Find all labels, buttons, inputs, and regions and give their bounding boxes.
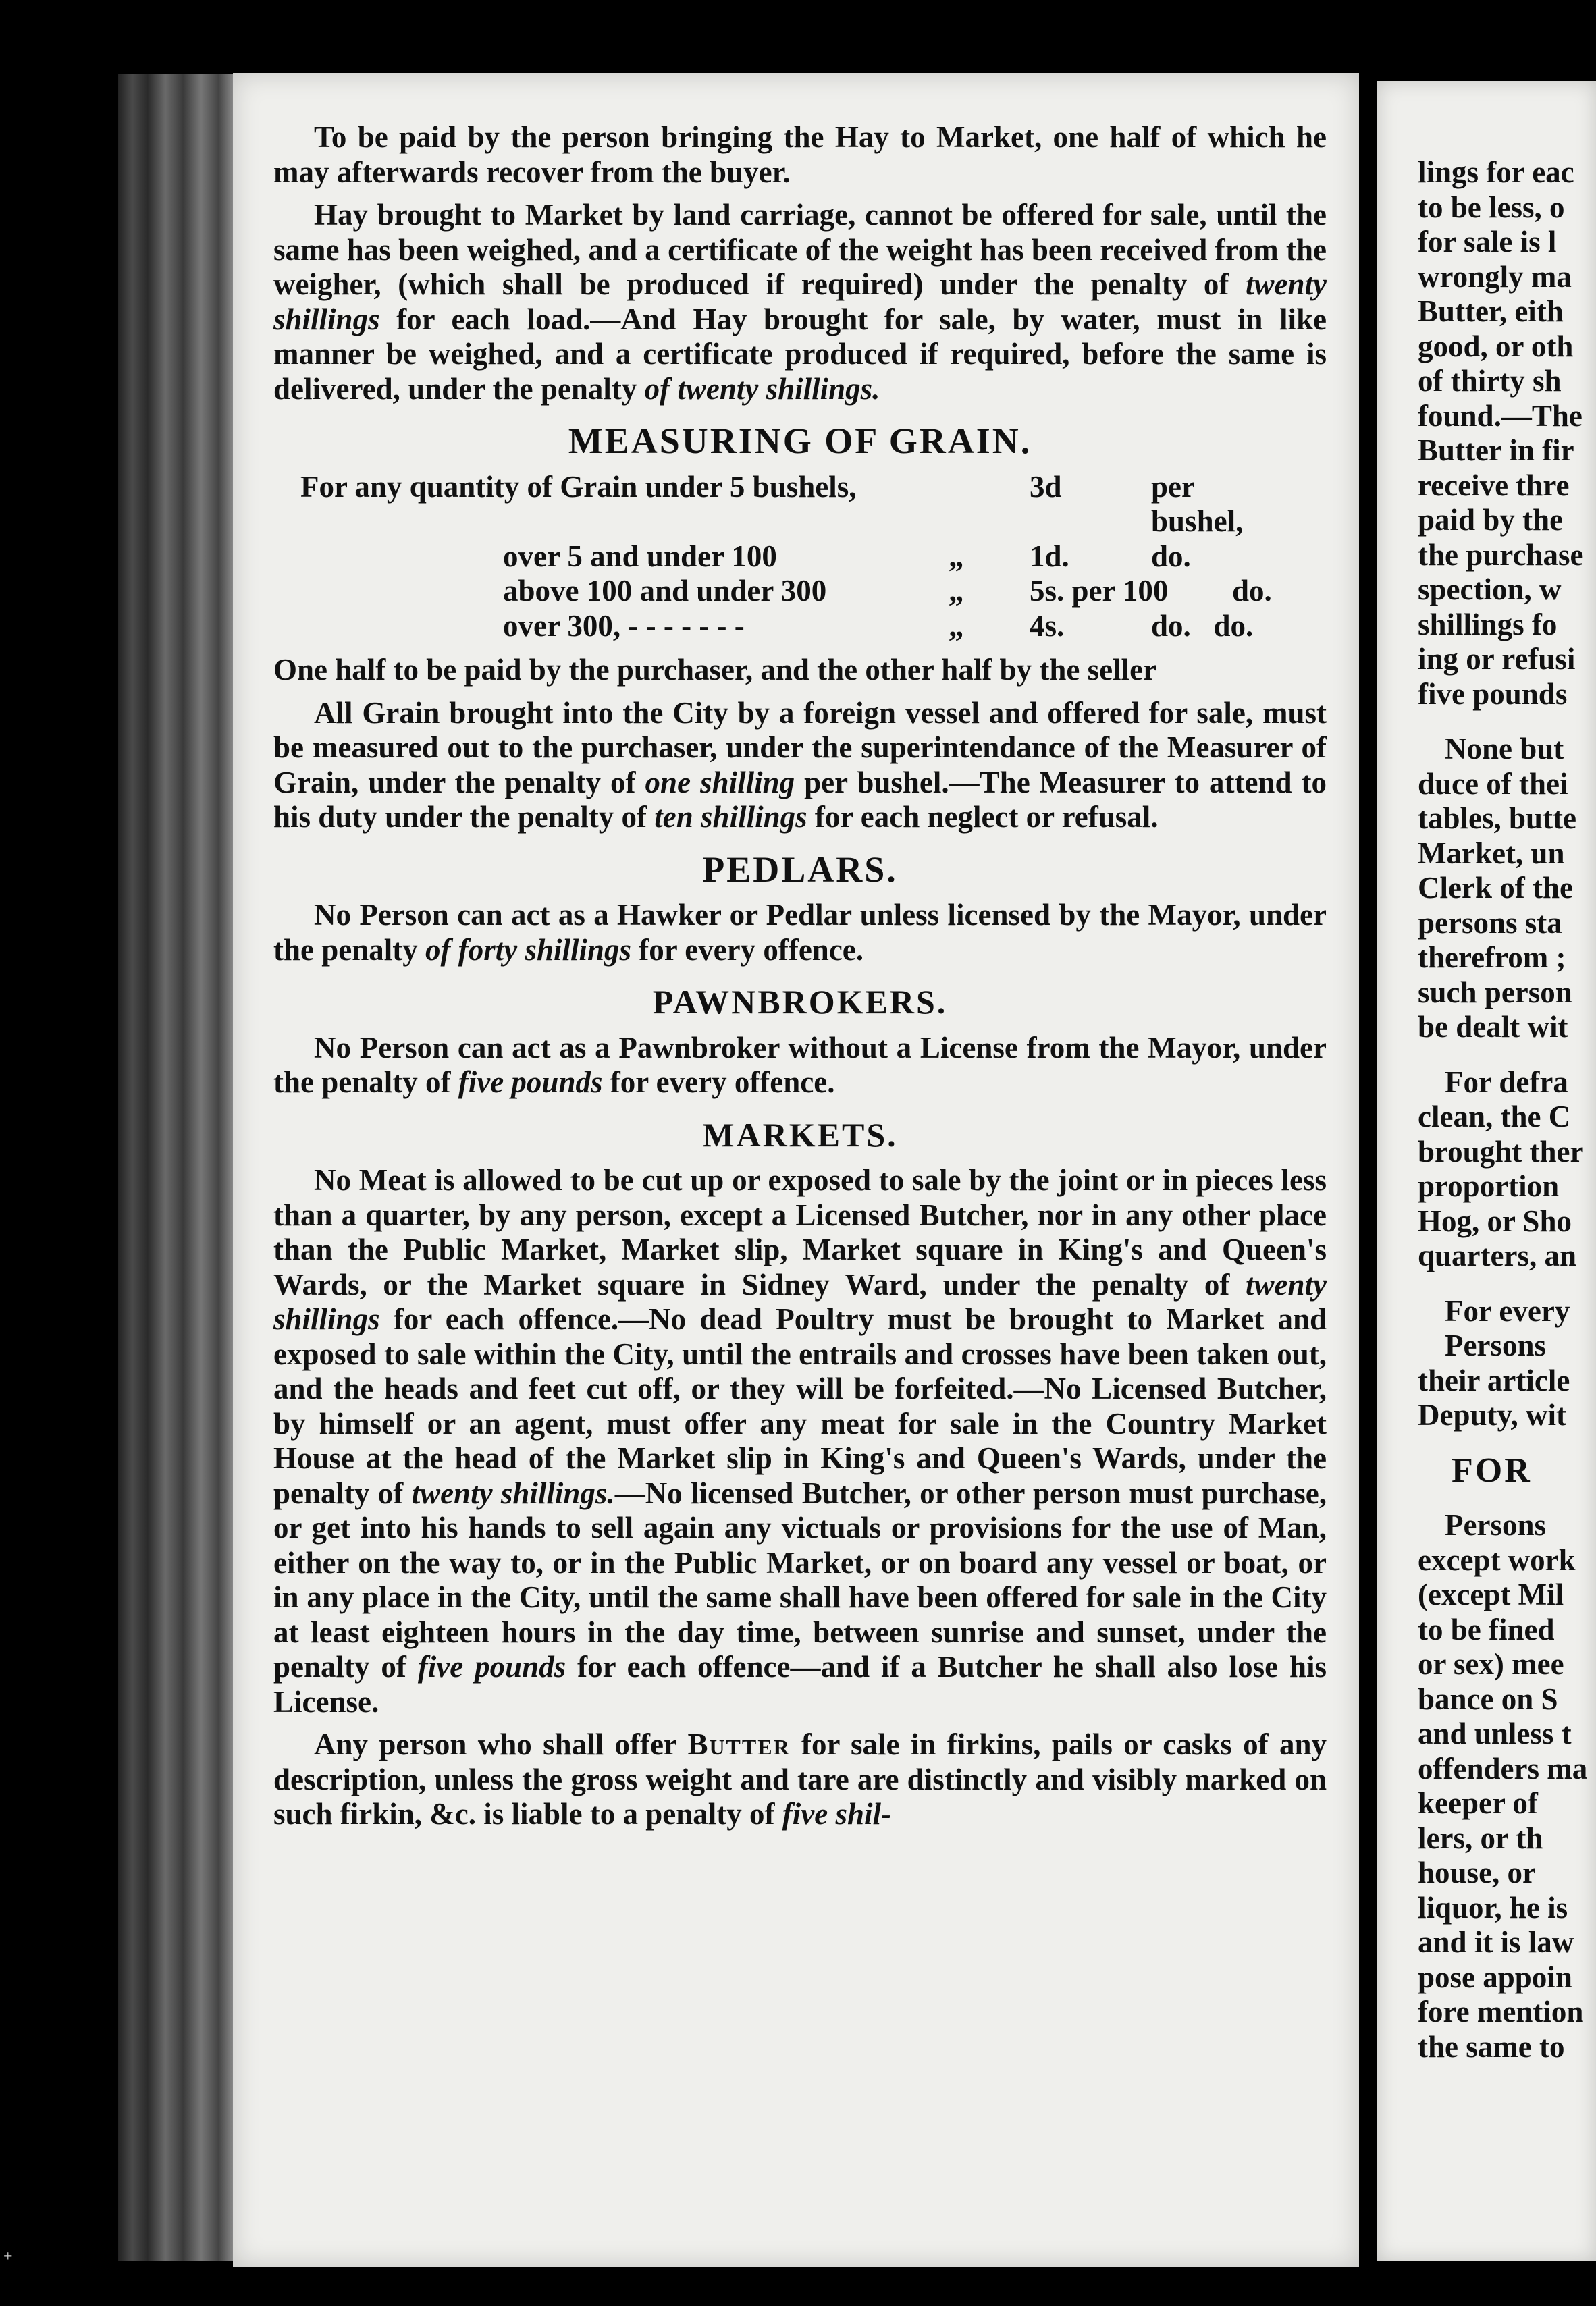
- right-page-line: spection, w: [1418, 572, 1562, 606]
- right-page-partial: [1377, 81, 1596, 2261]
- right-page-line: or sex) mee: [1418, 1647, 1564, 1681]
- right-page-line: to be fined: [1418, 1612, 1555, 1646]
- right-text-column: [1418, 155, 1596, 2064]
- right-page-line: Butter, eith: [1418, 294, 1564, 328]
- para-butter: Any person who shall offer Butter for sale in firkins, pails or casks of any description, unless the gross weight and tare are distinctly and visibly marked on such firkin, &c. is liable to a penalty of five shil-: [273, 1727, 1327, 1831]
- grain-row: above 100 and under 300 „ 5s. per 100 do.: [503, 574, 1272, 608]
- right-page-line: Butter in fir: [1418, 433, 1574, 467]
- grain-rate-table: [300, 470, 1327, 644]
- right-page-line: lings for eac: [1418, 155, 1574, 189]
- right-page-line: duce of thei: [1418, 766, 1568, 801]
- grain-row: over 300, - - - - - - - „ 4s. do. do.: [503, 608, 1254, 643]
- right-page-line: Deputy, wit: [1418, 1398, 1567, 1432]
- grain-row: For any quantity of Grain under 5 bushels, 3d per bushel,: [300, 469, 1244, 538]
- right-page-line: the purchase: [1418, 537, 1584, 572]
- right-page-line: ing or refusi: [1418, 642, 1576, 676]
- right-page-line: except work: [1418, 1543, 1576, 1577]
- right-page-line: good, or oth: [1418, 329, 1574, 363]
- heading-pawnbrokers: PAWNBROKERS.: [652, 983, 948, 1021]
- right-page-line: be dealt wit: [1418, 1010, 1568, 1044]
- right-page-line: Persons: [1445, 1329, 1546, 1362]
- right-page-line: offenders ma: [1418, 1751, 1588, 1786]
- right-page-line: clean, the C: [1418, 1100, 1571, 1133]
- right-page-line: receive thre: [1418, 468, 1570, 502]
- heading-measuring-grain: MEASURING OF GRAIN.: [568, 421, 1032, 461]
- right-page-line: for sale is l: [1418, 225, 1557, 259]
- right-page-line: their article: [1418, 1363, 1570, 1397]
- para-hay-land: Hay brought to Market by land carriage, cannot be offered for sale, until the same has been weighed, and a certificate of the weight has been received from the weigher, (which shall be produced if required) under the penalty of twenty shillings for each load.—And Hay brought for sale, by water, must in like manner be weighed, and a certificate produced if required, before the same is delivered, under the penalty of twenty shillings.: [273, 198, 1327, 406]
- right-page-line: tables, butte: [1418, 801, 1576, 835]
- right-page-line: Persons: [1445, 1508, 1546, 1542]
- right-page-line: lers, or th: [1418, 1821, 1543, 1855]
- right-page-line: shillings fo: [1418, 607, 1558, 641]
- right-page-heading: FOR: [1452, 1451, 1532, 1490]
- right-page-line: (except Mil: [1418, 1578, 1564, 1611]
- para-pedlars: No Person can act as a Hawker or Pedlar unless licensed by the Mayor, under the penalty of forty shillings for every offence.: [273, 898, 1327, 967]
- right-page-line: brought ther: [1418, 1134, 1584, 1169]
- right-page-line: Hog, or Sho: [1418, 1204, 1572, 1238]
- grain-row: over 5 and under 100 „ 1d. do.: [503, 539, 1191, 573]
- right-page-line: For defra: [1445, 1065, 1568, 1099]
- right-page-line: Clerk of the: [1418, 871, 1573, 905]
- right-page-line: and unless t: [1418, 1717, 1572, 1750]
- right-page-line: proportion: [1418, 1169, 1560, 1203]
- book-gutter: [118, 74, 236, 2261]
- para-grain-foreign: All Grain brought into the City by a foreign vessel and offered for sale, must be measured out to the purchaser, under the superintendance of the Measurer of Grain, under the penalty of one shilling per bushel.—The Measurer to attend to his duty under the penalty of ten shillings for each neglect or refusal.: [273, 695, 1327, 834]
- right-page-line: quarters, an: [1418, 1239, 1576, 1272]
- para-hay-paid: To be paid by the person bringing the Hay to Market, one half of which he may afterwards recover from the buyer.: [273, 120, 1327, 189]
- right-page-line: five pounds: [1418, 676, 1568, 711]
- right-page-line: liquor, he is: [1418, 1890, 1568, 1925]
- left-page: [233, 73, 1359, 2267]
- right-page-line: the same to: [1418, 2029, 1565, 2064]
- right-page-line: keeper of: [1418, 1786, 1538, 1820]
- right-page-line: house, or: [1418, 1856, 1537, 1889]
- right-page-line: persons sta: [1418, 905, 1562, 940]
- para-markets: No Meat is allowed to be cut up or exposed to sale by the joint or in pieces less than a quarter, by any person, except a Licensed Butcher, nor in any other place than the Public Market, Market slip, Market square in King's and Queen's Wards, or the Market square in Sidney Ward, under the penalty of twenty shillings for each offence.—No dead Poultry must be brought to Market and exposed to sale within the City, until the entrails and crosses have been taken out, and the heads and feet cut off, or they will be forfeited.—No Licensed Butcher, by himself or an agent, must offer any meat for sale in the Country Market House at the head of the Market slip in King's and Queen's Wards, under the penalty of twenty shillings.—No licensed Butcher, or other person must purchase, or get into his hands to sell again any victuals or provisions for the use of Man, either on the way to, or in the Public Market, or on board any vessel or boat, or in any place in the City, until the same shall have been offered for sale in the City at least eighteen hours in the day time, between sunrise and sunset, under the penalty of five pounds for each offence—and if a Butcher he shall also lose his License.: [273, 1163, 1327, 1719]
- right-page-line: For every: [1445, 1293, 1570, 1328]
- right-page-line: fore mention: [1418, 1995, 1584, 2029]
- right-page-line: bance on S: [1418, 1682, 1558, 1716]
- para-grain-half: One half to be paid by the purchaser, and the other half by the seller: [273, 653, 1157, 687]
- right-page-line: Market, un: [1418, 836, 1565, 870]
- right-page-line: of thirty sh: [1418, 364, 1562, 398]
- left-text-column: [273, 120, 1327, 1840]
- scan-corner-mark: +: [3, 2248, 13, 2265]
- heading-markets: MARKETS.: [702, 1115, 898, 1154]
- right-page-line: pose appoin: [1418, 1960, 1572, 1994]
- right-page-line: to be less, o: [1418, 190, 1565, 224]
- right-page-line: None but: [1445, 732, 1564, 766]
- right-page-line: found.—The: [1418, 398, 1582, 433]
- right-page-line: paid by the: [1418, 503, 1564, 537]
- right-page-line: and it is law: [1418, 1925, 1574, 1959]
- heading-pedlars: PEDLARS.: [702, 849, 898, 890]
- para-pawnbrokers: No Person can act as a Pawnbroker without a License from the Mayor, under the penalty of five pounds for every offence.: [273, 1030, 1327, 1099]
- right-page-line: such person: [1418, 975, 1572, 1009]
- right-page-line: therefrom ;: [1418, 940, 1566, 974]
- right-page-line: wrongly ma: [1418, 259, 1572, 294]
